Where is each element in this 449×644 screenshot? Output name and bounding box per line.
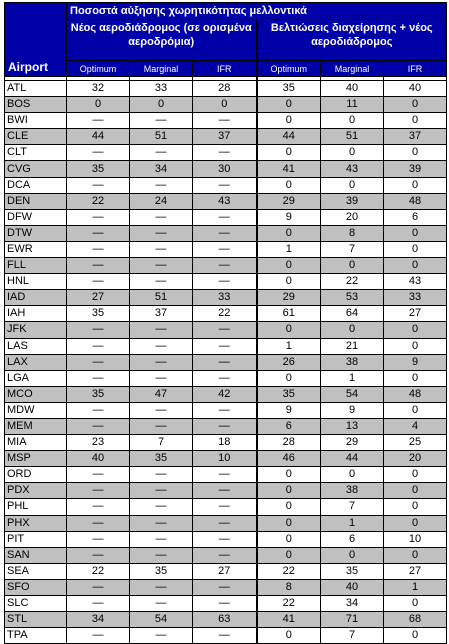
value-cell: 44 [257, 129, 321, 145]
value-cell: — [67, 370, 130, 386]
value-cell: — [67, 274, 130, 290]
col-header-marginal: Marginal [130, 61, 193, 77]
value-cell: 0 [67, 97, 130, 113]
value-cell: 71 [321, 612, 384, 628]
value-cell: 9 [384, 354, 447, 370]
value-cell: 53 [321, 290, 384, 306]
value-cell: 8 [257, 579, 321, 595]
value-cell: 20 [384, 451, 447, 467]
value-cell: 0 [384, 402, 447, 418]
airport-code-cell: PIT [5, 531, 67, 547]
value-cell: — [130, 370, 193, 386]
value-cell: 0 [321, 177, 384, 193]
value-cell: — [67, 225, 130, 241]
value-cell: 51 [130, 290, 193, 306]
value-cell: — [67, 322, 130, 338]
airport-code-cell: IAH [5, 306, 67, 322]
airport-code-cell: LAS [5, 338, 67, 354]
value-cell: 7 [130, 435, 193, 451]
value-cell: 0 [321, 547, 384, 563]
table-row [5, 338, 447, 354]
value-cell: 0 [257, 547, 321, 563]
value-cell: 0 [384, 177, 447, 193]
value-cell: 44 [321, 451, 384, 467]
value-cell: 38 [321, 483, 384, 499]
value-cell: 27 [384, 563, 447, 579]
value-cell: 30 [193, 161, 257, 177]
value-cell: — [193, 531, 257, 547]
value-cell: — [193, 579, 257, 595]
value-cell: — [130, 515, 193, 531]
value-cell: 35 [130, 563, 193, 579]
table-row [5, 499, 447, 515]
value-cell: 48 [384, 386, 447, 402]
table-row [5, 145, 447, 161]
value-cell: — [130, 322, 193, 338]
table-row [5, 418, 447, 434]
value-cell: — [193, 515, 257, 531]
value-cell: 54 [130, 612, 193, 628]
value-cell: — [130, 225, 193, 241]
value-cell: — [67, 418, 130, 434]
value-cell: — [130, 402, 193, 418]
value-cell: — [67, 628, 130, 644]
value-cell: 35 [321, 563, 384, 579]
value-cell: 37 [193, 129, 257, 145]
value-cell: 0 [321, 258, 384, 274]
value-cell: 0 [384, 499, 447, 515]
table-row [5, 370, 447, 386]
group-header-new-runway: Νέος αεροδιάδρομος (σε ορισμένα αεροδρόμια) [67, 20, 257, 61]
value-cell: — [130, 531, 193, 547]
value-cell: 0 [384, 97, 447, 113]
airport-code-cell: FLL [5, 258, 67, 274]
value-cell: — [67, 531, 130, 547]
airport-code-cell: HNL [5, 274, 67, 290]
value-cell: 34 [130, 161, 193, 177]
value-cell: — [130, 483, 193, 499]
value-cell: 0 [384, 515, 447, 531]
table-row [5, 81, 447, 97]
value-cell: 26 [257, 354, 321, 370]
value-cell: — [193, 209, 257, 225]
value-cell: 0 [257, 322, 321, 338]
table-row [5, 129, 447, 145]
value-cell: — [67, 113, 130, 129]
airport-code-cell: JFK [5, 322, 67, 338]
value-cell: 1 [321, 370, 384, 386]
value-cell: — [130, 499, 193, 515]
table-row [5, 547, 447, 563]
airport-code-cell: DEN [5, 193, 67, 209]
table-row [5, 241, 447, 257]
value-cell: 0 [384, 258, 447, 274]
airport-code-cell: STL [5, 612, 67, 628]
value-cell: 9 [257, 209, 321, 225]
value-cell: 0 [384, 145, 447, 161]
value-cell: — [193, 467, 257, 483]
col-header-ifr: IFR [384, 61, 447, 77]
value-cell: 34 [67, 612, 130, 628]
value-cell: — [193, 274, 257, 290]
value-cell: 9 [321, 402, 384, 418]
table-row [5, 579, 447, 595]
airport-code-cell: CVG [5, 161, 67, 177]
value-cell: — [67, 483, 130, 499]
table-title: Ποσοστά αύξησης χωρητικότητας μελλοντικά [67, 3, 447, 20]
value-cell: — [130, 209, 193, 225]
value-cell: — [193, 596, 257, 612]
value-cell: 25 [384, 435, 447, 451]
value-cell: 10 [193, 451, 257, 467]
value-cell: 0 [257, 97, 321, 113]
value-cell: 33 [193, 290, 257, 306]
value-cell: — [193, 499, 257, 515]
value-cell: 40 [67, 451, 130, 467]
value-cell: 27 [193, 563, 257, 579]
value-cell: — [193, 418, 257, 434]
airport-code-cell: SEA [5, 563, 67, 579]
value-cell: 43 [321, 161, 384, 177]
value-cell: — [67, 547, 130, 563]
table-row [5, 274, 447, 290]
value-cell: — [130, 579, 193, 595]
value-cell: — [130, 258, 193, 274]
airport-code-cell: TPA [5, 628, 67, 644]
value-cell: — [193, 241, 257, 257]
value-cell: 0 [257, 274, 321, 290]
value-cell: 1 [321, 515, 384, 531]
value-cell: 40 [384, 81, 447, 97]
value-cell: 6 [321, 531, 384, 547]
table-row [5, 225, 447, 241]
table-row [5, 402, 447, 418]
value-cell: — [130, 274, 193, 290]
value-cell: 7 [321, 499, 384, 515]
airport-code-cell: LGA [5, 370, 67, 386]
value-cell: 27 [384, 306, 447, 322]
col-header-optimum: Optimum [257, 61, 321, 77]
value-cell: 28 [193, 81, 257, 97]
value-cell: 22 [67, 563, 130, 579]
value-cell: 0 [384, 547, 447, 563]
value-cell: 7 [321, 241, 384, 257]
value-cell: 7 [321, 628, 384, 644]
value-cell: 41 [257, 612, 321, 628]
value-cell: — [67, 338, 130, 354]
table-row [5, 209, 447, 225]
airport-code-cell: CLT [5, 145, 67, 161]
value-cell: 0 [384, 241, 447, 257]
value-cell: — [130, 628, 193, 644]
airport-code-cell: BWI [5, 113, 67, 129]
airport-code-cell: MIA [5, 435, 67, 451]
value-cell: 0 [384, 628, 447, 644]
value-cell: 6 [257, 418, 321, 434]
value-cell: 0 [193, 97, 257, 113]
value-cell: 11 [321, 97, 384, 113]
value-cell: 1 [257, 241, 321, 257]
value-cell: 35 [257, 386, 321, 402]
value-cell: 51 [130, 129, 193, 145]
value-cell: 37 [384, 129, 447, 145]
value-cell: — [67, 145, 130, 161]
value-cell: — [193, 113, 257, 129]
table-body [5, 81, 447, 644]
value-cell: 35 [67, 161, 130, 177]
value-cell: 29 [321, 435, 384, 451]
value-cell: — [130, 354, 193, 370]
value-cell: — [67, 209, 130, 225]
value-cell: 34 [321, 596, 384, 612]
value-cell: 39 [321, 193, 384, 209]
value-cell: 0 [257, 531, 321, 547]
value-cell: — [130, 177, 193, 193]
value-cell: 23 [67, 435, 130, 451]
value-cell: — [130, 547, 193, 563]
value-cell: 61 [257, 306, 321, 322]
value-cell: 54 [321, 386, 384, 402]
value-cell: — [193, 547, 257, 563]
table-row [5, 451, 447, 467]
value-cell: 1 [257, 338, 321, 354]
value-cell: 21 [321, 338, 384, 354]
value-cell: 22 [257, 563, 321, 579]
value-cell: — [67, 596, 130, 612]
value-cell: 51 [321, 129, 384, 145]
table-row [5, 386, 447, 402]
value-cell: — [67, 579, 130, 595]
value-cell: 35 [67, 386, 130, 402]
value-cell: — [67, 177, 130, 193]
value-cell: — [193, 402, 257, 418]
airport-code-cell: BOS [5, 97, 67, 113]
airport-code-cell: MCO [5, 386, 67, 402]
group-header-management-improvements: Βελτιώσεις διαχείρησης + νέος αεροδιάδρομος [257, 20, 447, 61]
value-cell: 43 [384, 274, 447, 290]
value-cell: 0 [257, 628, 321, 644]
value-cell: 27 [67, 290, 130, 306]
value-cell: 0 [130, 97, 193, 113]
airport-code-cell: ATL [5, 81, 67, 97]
value-cell: 4 [384, 418, 447, 434]
table-row [5, 97, 447, 113]
value-cell: — [193, 338, 257, 354]
value-cell: — [67, 258, 130, 274]
value-cell: 10 [384, 531, 447, 547]
value-cell: 0 [257, 113, 321, 129]
table-row [5, 193, 447, 209]
table-row [5, 306, 447, 322]
value-cell: — [130, 145, 193, 161]
value-cell: 0 [384, 483, 447, 499]
value-cell: 0 [384, 225, 447, 241]
airport-code-cell: SAN [5, 547, 67, 563]
airport-code-cell: SLC [5, 596, 67, 612]
value-cell: 43 [193, 193, 257, 209]
value-cell: — [193, 322, 257, 338]
airport-code-cell: MEM [5, 418, 67, 434]
value-cell: 35 [67, 306, 130, 322]
table-row [5, 435, 447, 451]
value-cell: — [193, 145, 257, 161]
value-cell: — [193, 483, 257, 499]
value-cell: — [130, 113, 193, 129]
value-cell: 63 [193, 612, 257, 628]
table-row [5, 161, 447, 177]
value-cell: 33 [384, 290, 447, 306]
value-cell: 35 [130, 451, 193, 467]
table-row [5, 563, 447, 579]
value-cell: — [193, 354, 257, 370]
value-cell: 64 [321, 306, 384, 322]
value-cell: 0 [384, 596, 447, 612]
value-cell: — [67, 499, 130, 515]
airport-column-header: Airport [5, 3, 67, 77]
value-cell: — [193, 225, 257, 241]
airport-code-cell: PHL [5, 499, 67, 515]
value-cell: 0 [321, 145, 384, 161]
table-row [5, 322, 447, 338]
value-cell: 0 [384, 322, 447, 338]
value-cell: — [67, 515, 130, 531]
value-cell: 0 [257, 145, 321, 161]
value-cell: — [130, 467, 193, 483]
airport-code-cell: EWR [5, 241, 67, 257]
value-cell: 0 [321, 467, 384, 483]
value-cell: 24 [130, 193, 193, 209]
value-cell: 29 [257, 193, 321, 209]
value-cell: 0 [257, 177, 321, 193]
value-cell: 0 [257, 225, 321, 241]
value-cell: 68 [384, 612, 447, 628]
table-row [5, 467, 447, 483]
value-cell: — [193, 628, 257, 644]
airport-code-cell: MDW [5, 402, 67, 418]
value-cell: 9 [257, 402, 321, 418]
value-cell: 0 [321, 113, 384, 129]
value-cell: — [130, 241, 193, 257]
value-cell: 0 [257, 515, 321, 531]
airport-code-cell: MSP [5, 451, 67, 467]
value-cell: 28 [257, 435, 321, 451]
airport-code-cell: DFW [5, 209, 67, 225]
value-cell: — [193, 258, 257, 274]
airport-code-cell: SFO [5, 579, 67, 595]
value-cell: 13 [321, 418, 384, 434]
value-cell: 37 [130, 306, 193, 322]
value-cell: 18 [193, 435, 257, 451]
value-cell: 0 [257, 499, 321, 515]
value-cell: 22 [193, 306, 257, 322]
value-cell: 0 [384, 370, 447, 386]
airport-code-cell: DCA [5, 177, 67, 193]
airport-code-cell: PHX [5, 515, 67, 531]
table-header [5, 3, 447, 81]
value-cell: 40 [321, 579, 384, 595]
col-header-optimum: Optimum [67, 61, 130, 77]
value-cell: — [193, 370, 257, 386]
value-cell: — [130, 338, 193, 354]
value-cell: 35 [257, 81, 321, 97]
value-cell: — [67, 241, 130, 257]
airport-code-cell: PDX [5, 483, 67, 499]
value-cell: 33 [130, 81, 193, 97]
table-row [5, 177, 447, 193]
table-row [5, 113, 447, 129]
airport-code-cell: CLE [5, 129, 67, 145]
value-cell: 22 [67, 193, 130, 209]
table-row [5, 515, 447, 531]
value-cell: 0 [384, 467, 447, 483]
value-cell: 46 [257, 451, 321, 467]
value-cell: 22 [321, 274, 384, 290]
value-cell: 8 [321, 225, 384, 241]
airport-code-cell: ORD [5, 467, 67, 483]
value-cell: 38 [321, 354, 384, 370]
airport-code-cell: DTW [5, 225, 67, 241]
airport-code-cell: LAX [5, 354, 67, 370]
value-cell: — [67, 354, 130, 370]
value-cell: 0 [257, 370, 321, 386]
table-row [5, 354, 447, 370]
value-cell: 22 [257, 596, 321, 612]
value-cell: 0 [257, 258, 321, 274]
value-cell: 47 [130, 386, 193, 402]
value-cell: 40 [321, 81, 384, 97]
value-cell: 32 [67, 81, 130, 97]
value-cell: 0 [384, 113, 447, 129]
capacity-table [4, 2, 447, 644]
table-row [5, 531, 447, 547]
table-row [5, 612, 447, 628]
airport-code-cell: IAD [5, 290, 67, 306]
col-header-ifr: IFR [193, 61, 257, 77]
value-cell: 42 [193, 386, 257, 402]
value-cell: — [130, 596, 193, 612]
value-cell: — [130, 418, 193, 434]
value-cell: 20 [321, 209, 384, 225]
value-cell: 29 [257, 290, 321, 306]
value-cell: 39 [384, 161, 447, 177]
value-cell: — [67, 467, 130, 483]
value-cell: 0 [384, 338, 447, 354]
value-cell: 48 [384, 193, 447, 209]
table-row [5, 258, 447, 274]
value-cell: 41 [257, 161, 321, 177]
value-cell: 0 [257, 483, 321, 499]
value-cell: 0 [321, 322, 384, 338]
table-row [5, 596, 447, 612]
value-cell: — [193, 177, 257, 193]
value-cell: 6 [384, 209, 447, 225]
col-header-marginal: Marginal [321, 61, 384, 77]
value-cell: 1 [384, 579, 447, 595]
table-row [5, 290, 447, 306]
table-row [5, 483, 447, 499]
value-cell: 0 [257, 467, 321, 483]
value-cell: — [67, 402, 130, 418]
value-cell: 44 [67, 129, 130, 145]
